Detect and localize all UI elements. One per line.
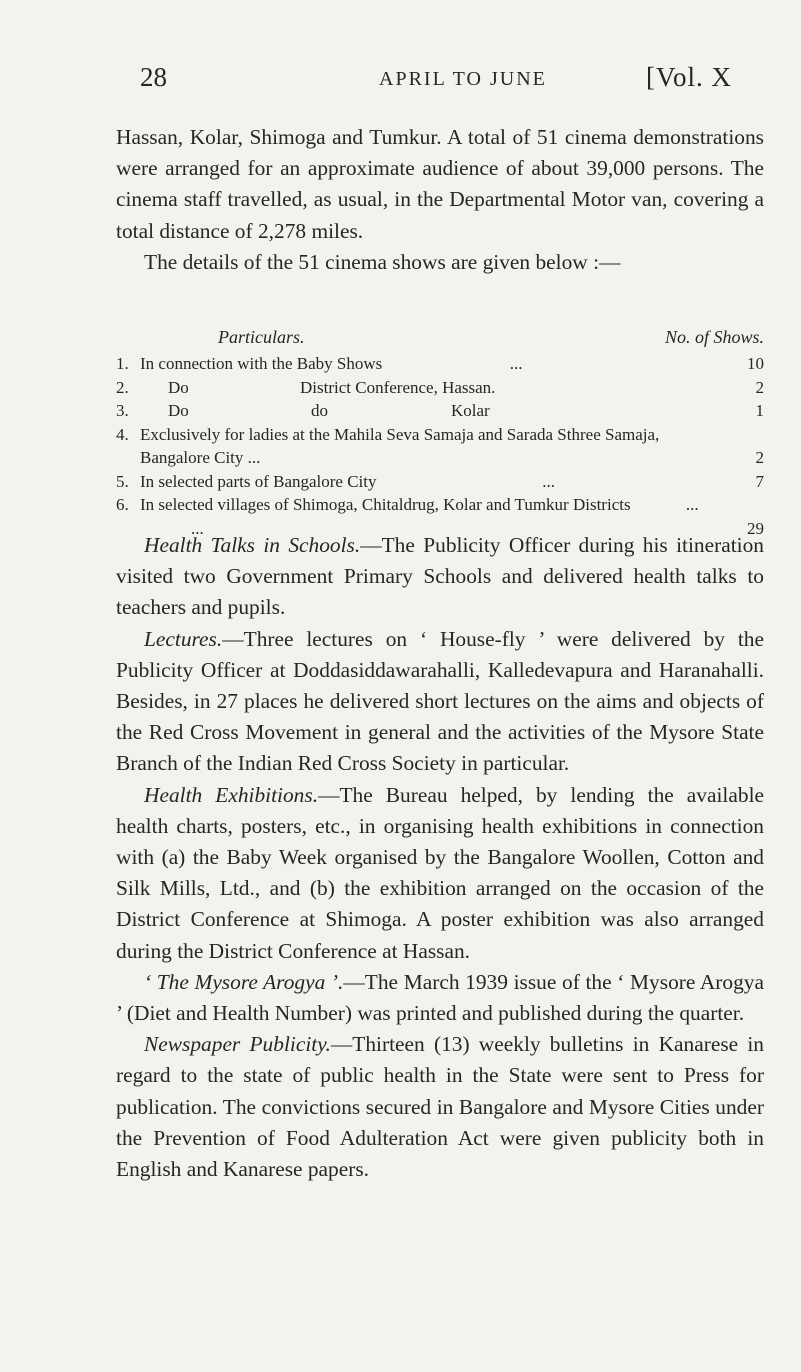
ditto-mark: Do (168, 401, 189, 420)
row-number: 6. (116, 495, 129, 514)
section-heading: Health Talks in Schools. (144, 533, 361, 557)
section-text: —Three lectures on ‘ House-fly ’ were delivered by the Publicity Officer at Doddasiddawarahalli, Kalledevapura and Haranahalli. Besides, in 27 places he delivered short lectures on the aims and objects of the Red Cross Movement in general and the activities of the Mysore State Branch of the Indian Red Cross Society in particular. (116, 626, 764, 776)
ditto-mark: Do (168, 377, 189, 397)
row-description: Exclusively for ladies at the Mahila Seva Samaja and Sarada Sthree Samaja, Bangalore City ... (140, 424, 660, 467)
column-header-particulars: Particulars. (218, 327, 305, 347)
section-paragraph (116, 967, 764, 1029)
page-number: 28 (140, 62, 167, 92)
row-description: In selected villages of Shimoga, Chitaldrug, Kolar and Tumkur Districts ... ... (140, 495, 699, 538)
row-value: 29 (747, 518, 764, 538)
row-value: 10 (747, 354, 764, 373)
row-value: 1 (755, 401, 764, 420)
intro-details-paragraph: The details of the 51 cinema shows are given below :— (144, 249, 621, 274)
section-text: —The Publicity Officer during his itineration visited two Government Primary Schools and delivered health talks to teachers and pupils. (116, 533, 764, 620)
section-heading: Health Exhibitions. (144, 782, 319, 807)
page-header (0, 62, 801, 102)
section-text: —Thirteen (13) weekly bulletins in Kanarese in regard to the state of public health in the State were sent to Press for publication. The convictions secured in Bangalore and Mysore Cities under the Prevention of Food Adulteration Act were given publicity both in English and Kanarese papers. (116, 1032, 764, 1182)
row-description: Do District Conference, Hassan. (140, 376, 718, 400)
row-number: 3. (116, 401, 129, 420)
row-number: 2. (116, 377, 129, 397)
ditto-mark: do (311, 401, 328, 420)
table-row (116, 352, 764, 376)
intro-block (116, 122, 764, 278)
row-value: 2 (755, 448, 764, 467)
row-number: 5. (116, 471, 129, 491)
row-description: In selected parts of Bangalore City ... (140, 471, 556, 491)
running-title: APRIL TO JUNE (379, 68, 547, 90)
row-description: Do do Kolar (140, 399, 718, 423)
section-heading: Newspaper Publicity. (144, 1032, 331, 1057)
leader-dots: ... (380, 471, 556, 491)
table-row (116, 376, 764, 400)
leader-dots: ... ... (140, 495, 699, 538)
row-number: 1. (116, 354, 129, 373)
row-value: 2 (755, 377, 764, 397)
section-paragraph (116, 530, 764, 624)
table-row (116, 423, 764, 470)
cinema-shows-table (116, 326, 764, 540)
row-number: 4. (116, 424, 129, 444)
section-text: —The March 1939 issue of the ‘ Mysore Arogya ’ (Diet and Health Number) was printed and published during the quarter. (116, 969, 764, 1026)
row-description: In connection with the Baby Shows ... (140, 354, 523, 373)
row-value: 7 (755, 471, 764, 491)
leader-dots: ... (386, 354, 523, 373)
table-header (116, 326, 764, 352)
intro-paragraph: Hassan, Kolar, Shimoga and Tumkur. A total of 51 cinema demonstrations were arranged for an approximate audience of about 39,000 persons. The cinema staff travelled, as usual, in the Departmental Motor van, covering a total distance of 2,278 miles. (116, 125, 764, 243)
section-paragraph (116, 1029, 764, 1185)
section-paragraph (116, 624, 764, 780)
volume-label: [Vol. X (646, 62, 733, 92)
column-header-shows: No. of Shows. (664, 327, 764, 347)
section-heading: Lectures. (144, 626, 223, 651)
section-text: —The Bureau helped, by lending the available health charts, posters, etc., in organising health exhibitions in connection with (a) the Baby Week organised by the Bangalore Woollen, Cotton and Silk Mills, Ltd., and (b) the exhibition arranged on the occasion of the District Conference at Shimoga. A poster exhibition was also arranged during the District Conference at Hassan. (116, 782, 765, 963)
table-row (116, 399, 764, 423)
section-heading: ‘ The Mysore Arogya ’. (144, 969, 344, 994)
table-row (116, 470, 764, 494)
section-paragraph (116, 780, 764, 967)
body-text (116, 530, 764, 1185)
